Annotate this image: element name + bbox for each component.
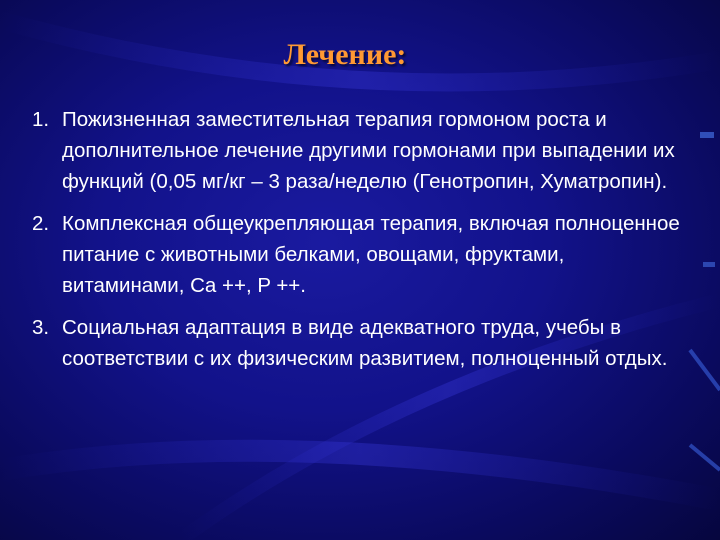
list-item-text: Пожизненная заместительная терапия гормоном роста и дополнительное лечение другими гормонами при выпадении их функций (0,05 мг/кг – 3 раза/неделю (Генотропин, Хуматропин). [62,108,675,193]
list-item-text: Комплексная общеукрепляющая терапия, включая полноценное питание с животными белками, овощами, фруктами, витаминами, Ca ++, P ++. [62,212,680,297]
list-item [32,208,682,301]
slide-title: Лечение: [283,38,407,71]
list-item-number: 3. [32,316,50,339]
treatment-list [32,104,682,385]
list-item-text: Социальная адаптация в виде адекватного труда, учебы в соответствии с их физическим развитием, полноценный отдых. [62,316,668,370]
list-item [32,104,682,197]
list-item-number: 1. [32,108,50,131]
list-item-number: 2. [32,212,50,235]
list-item [32,312,682,374]
